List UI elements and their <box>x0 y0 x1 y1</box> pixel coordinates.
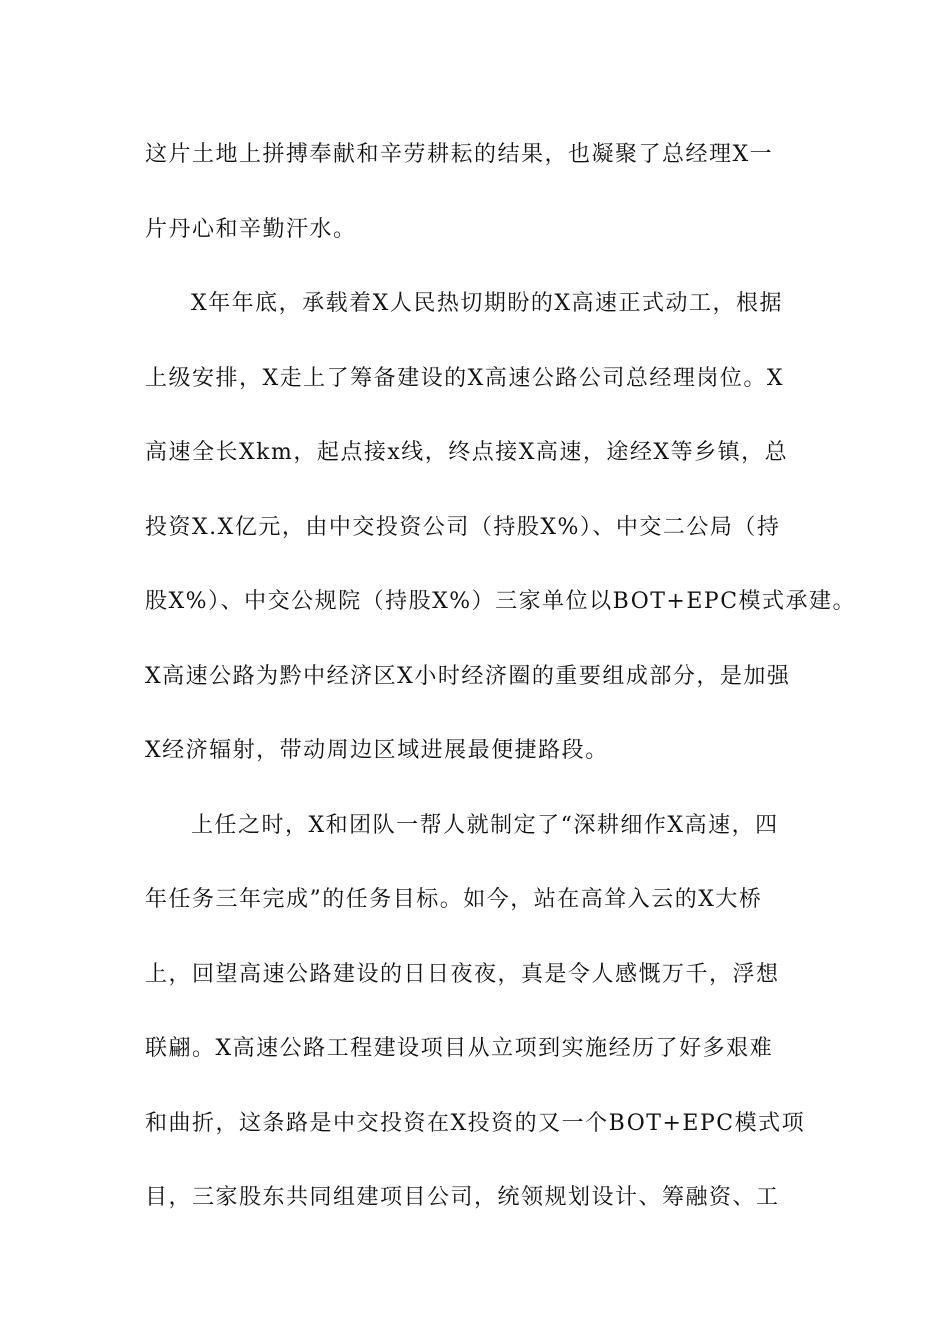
text-line: 和曲折，这条路是中交投资在X投资的又一个BOT+EPC模式项 <box>145 1110 806 1136</box>
paragraph-first-line: 上任之时，X和团队一帮人就制定了“深耕细作X高速，四 <box>191 812 779 838</box>
text-line: 这片土地上拼搏奉献和辛劳耕耘的结果，也凝聚了总经理X一 <box>145 142 774 167</box>
text-line: 目，三家股东共同组建项目公司，统领规划设计、筹融资、工 <box>145 1185 780 1210</box>
text-line: 高速全长Xkm，起点接x线，终点接X高速，途经X等乡镇，总 <box>145 440 789 465</box>
text-line: 片丹心和辛勤汗水。 <box>145 216 357 242</box>
text-line: 股X%）、中交公规院（持股X%）三家单位以BOT+EPC模式承建。 <box>145 589 857 614</box>
text-line: 上，回望高速公路建设的日日夜夜，真是令人感慨万千，浮想 <box>145 961 780 987</box>
text-line: X高速公路为黔中经济区X小时经济圈的重要组成部分，是加强 <box>145 663 791 689</box>
text-line: 上级安排，X走上了筹备建设的X高速公路公司总经理岗位。X <box>145 365 784 391</box>
text-line: 年任务三年完成”的任务目标。如今，站在高耸入云的X大桥 <box>145 887 763 912</box>
text-line: X经济辐射，带动周边区域进展最便捷路段。 <box>145 738 609 763</box>
text-line: 联翩。X高速公路工程建设项目从立项到实施经历了好多艰难 <box>145 1036 774 1061</box>
document-body <box>145 118 857 1236</box>
paragraph-first-line: X年年底，承载着X人民热切期盼的X高速正式动工，根据 <box>191 291 783 316</box>
text-line: 投资X.X亿元，由中交投资公司（持股X%）、中交二公局（持 <box>145 514 781 540</box>
